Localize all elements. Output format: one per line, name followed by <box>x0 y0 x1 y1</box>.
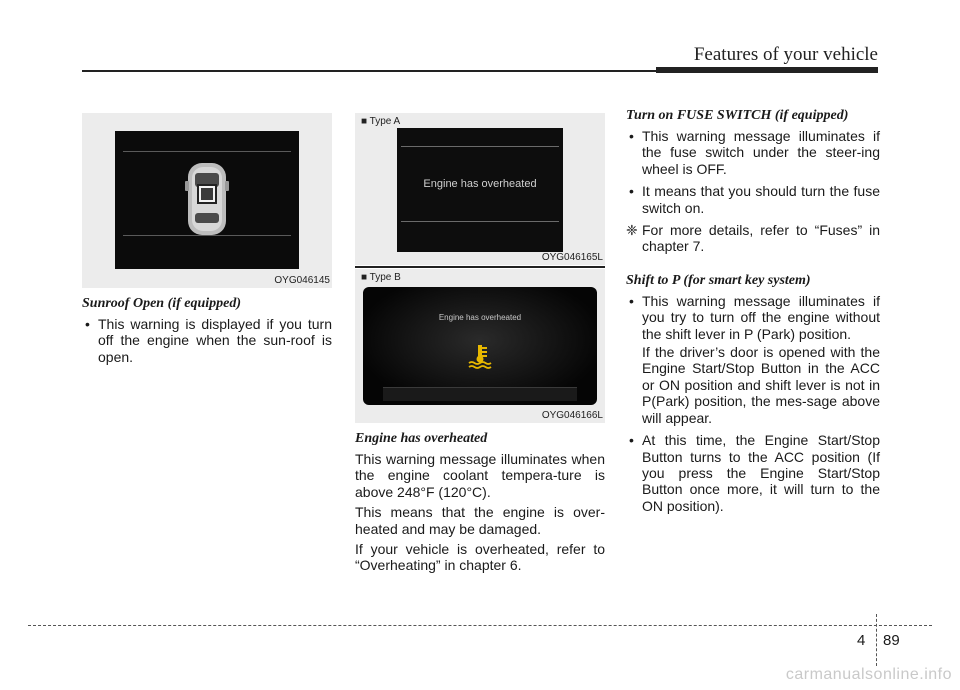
paragraph: This means that the engine is over-heated and may be damaged. <box>355 504 605 537</box>
bullet-text: • This warning is displayed if you turn off the engine when the sun-roof is open. <box>82 316 332 365</box>
section-heading-sunroof: Sunroof Open (if equipped) <box>82 296 242 311</box>
footer-rule <box>28 625 932 626</box>
note-mark-icon: ❈ <box>626 222 638 239</box>
car-top-view-icon <box>184 161 230 237</box>
bullet-text: • This warning message illuminates if the fuse switch under the steer-ing wheel is OFF. <box>626 128 880 177</box>
bullet-text: • This warning message illuminates if you try to turn off the engine without the shift lever in P (Park) position. <box>626 293 880 342</box>
bullet-text: • It means that you should turn the fuse switch on. <box>626 183 880 216</box>
type-a-display <box>397 128 563 252</box>
type-b-message: Engine has overheated <box>438 313 522 322</box>
watermark: carmanualsonline.info <box>785 666 952 683</box>
section-heading-overheated: Engine has overheated <box>355 431 488 446</box>
coolant-temperature-warning-icon <box>467 343 493 369</box>
section-heading-shift-to-p: Shift to P (for smart key system) <box>626 272 811 288</box>
section-heading-fuse-switch: Turn on FUSE SWITCH (if equipped) <box>626 108 849 123</box>
header-rule <box>82 70 656 72</box>
figure-divider <box>355 266 605 268</box>
bullet-text: • At this time, the Engine Start/Stop Button turns to the ACC position (If you press the Engine Start/Stop Button once more, it will turn to the ON position). <box>626 432 880 514</box>
type-b-display <box>363 287 597 405</box>
figure-code: OYG046166L <box>541 410 603 421</box>
note-text: For more details, refer to “Fuses” in chapter 7. <box>642 222 880 255</box>
sunroof-display <box>115 131 299 269</box>
paragraph: This warning message illuminates when the engine coolant tempera-ture is above 248°F (120°C). <box>355 451 605 500</box>
type-b-label: ■ Type B <box>361 272 401 283</box>
figure-code: OYG046145 <box>274 275 330 286</box>
chapter-number: 4 <box>857 632 866 649</box>
column-sunroof <box>82 113 332 371</box>
header-rule-accent <box>656 67 878 73</box>
page-number-separator <box>876 614 877 666</box>
column-overheated <box>355 113 605 578</box>
type-a-label: ■ Type A <box>361 116 401 127</box>
note <box>626 222 880 255</box>
paragraph: If your vehicle is overheated, refer to “Overheating” in chapter 6. <box>355 541 605 574</box>
header-title: Features of your vehicle <box>693 44 878 65</box>
figure-code: OYG046165L <box>541 252 603 263</box>
type-a-message: Engine has overheated <box>423 178 537 190</box>
overheat-figure-type-b <box>355 269 605 423</box>
column-fuse-shift <box>626 106 880 520</box>
sunroof-figure <box>82 113 332 288</box>
page-number: 89 <box>883 632 900 649</box>
overheat-figure-type-a <box>355 113 605 265</box>
bullet-continuation: If the driver’s door is opened with the Engine Start/Stop Button in the ACC or ON position and shift lever is not in P(Park) position, the mes-sage above will appear. <box>642 344 880 426</box>
